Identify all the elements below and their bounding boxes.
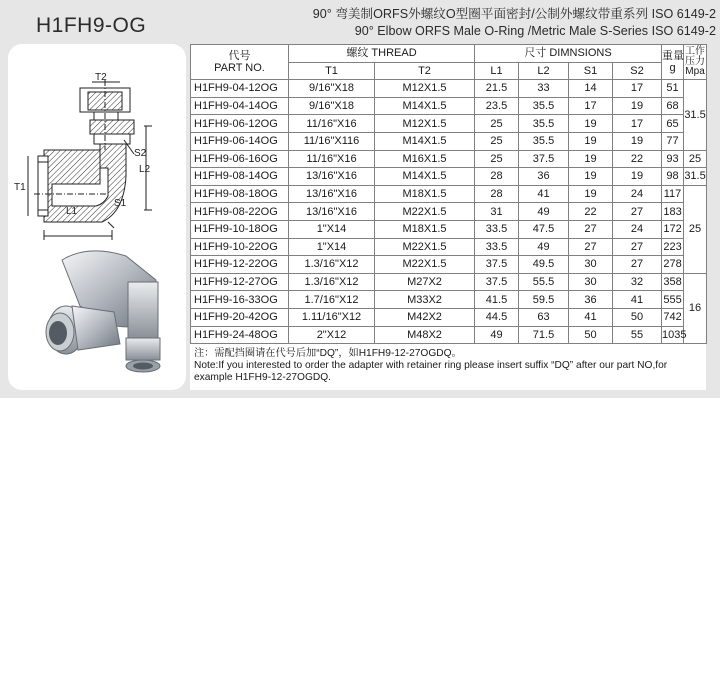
- cell-weight: 1035: [662, 326, 684, 344]
- cell-l2: 71.5: [519, 326, 569, 344]
- cell-s1: 22: [569, 203, 613, 221]
- cell-s1: 36: [569, 291, 613, 309]
- table-row: [191, 150, 707, 168]
- cell-weight: 68: [662, 97, 684, 115]
- cell-s2: 27: [613, 256, 662, 274]
- cell-weight: 51: [662, 80, 684, 98]
- cell-t1: 1.3/16"X12: [289, 256, 375, 274]
- header-t2: T2: [375, 62, 475, 80]
- cell-s1: 14: [569, 80, 613, 98]
- cell-s1: 19: [569, 168, 613, 186]
- cell-l1: 37.5: [475, 273, 519, 291]
- header-s2: S2: [613, 62, 662, 80]
- cell-weight: 183: [662, 203, 684, 221]
- spec-table-container: [190, 44, 706, 390]
- cell-s1: 17: [569, 97, 613, 115]
- cell-l2: 33: [519, 80, 569, 98]
- order-note: [190, 344, 706, 384]
- cell-part: H1FH9-06-14OG: [191, 132, 289, 150]
- cell-l2: 35.5: [519, 97, 569, 115]
- cell-s2: 55: [613, 326, 662, 344]
- cell-pressure: 16: [684, 273, 707, 343]
- table-row: [191, 238, 707, 256]
- cell-l2: 35.5: [519, 132, 569, 150]
- cell-t2: M16X1.5: [375, 150, 475, 168]
- model-title: H1FH9-OG: [36, 14, 147, 37]
- title-english: 90° Elbow ORFS Male O-Ring /Metric Male S-Series ISO 6149-2: [354, 24, 716, 38]
- header-l1: L1: [475, 62, 519, 80]
- cell-t2: M18X1.5: [375, 220, 475, 238]
- table-row: [191, 291, 707, 309]
- cell-l1: 33.5: [475, 220, 519, 238]
- table-row: [191, 97, 707, 115]
- label-s1: S1: [114, 198, 127, 209]
- cell-t1: 13/16"X16: [289, 185, 375, 203]
- cell-l1: 25: [475, 150, 519, 168]
- product-titles: [190, 6, 716, 40]
- cell-part: H1FH9-06-16OG: [191, 150, 289, 168]
- cell-l2: 49.5: [519, 256, 569, 274]
- header-s1: S1: [569, 62, 613, 80]
- cell-pressure: 31.5: [684, 168, 707, 186]
- table-row: [191, 115, 707, 133]
- cell-t1: 11/16"X116: [289, 132, 375, 150]
- cell-l2: 49: [519, 203, 569, 221]
- cell-weight: 358: [662, 273, 684, 291]
- cell-l2: 36: [519, 168, 569, 186]
- cell-part: H1FH9-20-42OG: [191, 308, 289, 326]
- cell-part: H1FH9-12-27OG: [191, 273, 289, 291]
- note-chinese: 注：需配挡圈请在代号后加“DQ”，如H1FH9-12-27OGDQ。: [194, 348, 462, 360]
- cell-t1: 1"X14: [289, 220, 375, 238]
- cell-s1: 30: [569, 273, 613, 291]
- cell-weight: 93: [662, 150, 684, 168]
- cell-l1: 28: [475, 168, 519, 186]
- cell-pressure: 31.5: [684, 80, 707, 150]
- cell-t1: 1.3/16"X12: [289, 273, 375, 291]
- image-panel: [8, 44, 186, 390]
- cell-part: H1FH9-04-14OG: [191, 97, 289, 115]
- cell-t1: 13/16"X16: [289, 168, 375, 186]
- table-row: [191, 80, 707, 98]
- cell-l1: 25: [475, 115, 519, 133]
- table-row: [191, 273, 707, 291]
- title-chinese: 90° 弯美制ORFS外螺纹O型圈平面密封/公制外螺纹带重系列 ISO 6149-2: [312, 7, 716, 21]
- header-part-no: 代号 PART NO.: [191, 45, 289, 80]
- cell-weight: 98: [662, 168, 684, 186]
- cell-part: H1FH9-16-33OG: [191, 291, 289, 309]
- note-english-line1: Note:If you interested to order the adapter with retainer ring please insert suffix “DQ” after our part NO,for: [194, 360, 668, 372]
- cell-weight: 77: [662, 132, 684, 150]
- cell-part: H1FH9-12-22OG: [191, 256, 289, 274]
- cell-t1: 1"X14: [289, 238, 375, 256]
- cell-s2: 50: [613, 308, 662, 326]
- spec-table-body: [191, 80, 707, 344]
- cell-s1: 19: [569, 115, 613, 133]
- cell-pressure: 25: [684, 185, 707, 273]
- cell-t1: 1.11/16"X12: [289, 308, 375, 326]
- cell-t1: 1.7/16"X12: [289, 291, 375, 309]
- header-l2: L2: [519, 62, 569, 80]
- cell-l2: 55.5: [519, 273, 569, 291]
- label-l1: L1: [66, 206, 78, 217]
- cell-t2: M18X1.5: [375, 185, 475, 203]
- cell-s2: 24: [613, 185, 662, 203]
- table-row: [191, 203, 707, 221]
- cell-s2: 22: [613, 150, 662, 168]
- label-t1: T1: [14, 182, 26, 193]
- cell-part: H1FH9-06-12OG: [191, 115, 289, 133]
- cell-l2: 63: [519, 308, 569, 326]
- cell-l1: 41.5: [475, 291, 519, 309]
- cell-l2: 37.5: [519, 150, 569, 168]
- cell-s1: 27: [569, 238, 613, 256]
- section-drawing: [28, 80, 152, 240]
- header-thread: 螺纹 THREAD: [289, 45, 475, 63]
- cell-weight: 742: [662, 308, 684, 326]
- cell-s2: 19: [613, 97, 662, 115]
- cell-l1: 37.5: [475, 256, 519, 274]
- cell-t2: M22X1.5: [375, 238, 475, 256]
- cell-weight: 172: [662, 220, 684, 238]
- cell-s1: 19: [569, 150, 613, 168]
- cell-weight: 117: [662, 185, 684, 203]
- cell-t1: 13/16"X16: [289, 203, 375, 221]
- cell-s2: 32: [613, 273, 662, 291]
- header-t1: T1: [289, 62, 375, 80]
- table-row: [191, 308, 707, 326]
- label-s2: S2: [134, 148, 147, 159]
- cell-t1: 11/16"X16: [289, 150, 375, 168]
- cell-l1: 49: [475, 326, 519, 344]
- cell-t2: M33X2: [375, 291, 475, 309]
- cell-t1: 2"X12: [289, 326, 375, 344]
- table-row: [191, 220, 707, 238]
- cell-l1: 28: [475, 185, 519, 203]
- cell-part: H1FH9-08-18OG: [191, 185, 289, 203]
- cell-t2: M42X2: [375, 308, 475, 326]
- cell-t2: M48X2: [375, 326, 475, 344]
- product-illustration: [46, 251, 160, 372]
- cell-s2: 41: [613, 291, 662, 309]
- cell-t2: M14X1.5: [375, 97, 475, 115]
- note-english-line2: example H1FH9-12-27OGDQ.: [194, 372, 332, 384]
- cell-s1: 50: [569, 326, 613, 344]
- cell-s2: 24: [613, 220, 662, 238]
- cell-part: H1FH9-24-48OG: [191, 326, 289, 344]
- table-row: [191, 256, 707, 274]
- cell-s1: 41: [569, 308, 613, 326]
- cell-l2: 49: [519, 238, 569, 256]
- cell-t2: M22X1.5: [375, 203, 475, 221]
- cell-l2: 47.5: [519, 220, 569, 238]
- cell-weight: 65: [662, 115, 684, 133]
- cell-s2: 27: [613, 203, 662, 221]
- table-row: [191, 326, 707, 344]
- cell-t1: 9/16"X18: [289, 97, 375, 115]
- cell-s2: 27: [613, 238, 662, 256]
- cell-t1: 9/16"X18: [289, 80, 375, 98]
- cell-t2: M12X1.5: [375, 115, 475, 133]
- cell-l2: 41: [519, 185, 569, 203]
- cell-part: H1FH9-10-18OG: [191, 220, 289, 238]
- cell-weight: 223: [662, 238, 684, 256]
- cell-s1: 19: [569, 132, 613, 150]
- table-row: [191, 185, 707, 203]
- header-dimensions: 尺寸 DIMNSIONS: [475, 45, 662, 63]
- table-row: [191, 168, 707, 186]
- cell-t2: M22X1.5: [375, 256, 475, 274]
- cell-l1: 25: [475, 132, 519, 150]
- table-row: [191, 132, 707, 150]
- cell-t2: M12X1.5: [375, 80, 475, 98]
- cell-s2: 17: [613, 115, 662, 133]
- label-t2: T2: [95, 72, 107, 83]
- cell-t2: M14X1.5: [375, 132, 475, 150]
- cell-t1: 11/16"X16: [289, 115, 375, 133]
- cell-l1: 33.5: [475, 238, 519, 256]
- technical-drawing: [8, 44, 186, 390]
- cell-l2: 35.5: [519, 115, 569, 133]
- label-l2: L2: [139, 164, 151, 175]
- cell-l1: 31: [475, 203, 519, 221]
- cell-part: H1FH9-10-22OG: [191, 238, 289, 256]
- cell-part: H1FH9-08-22OG: [191, 203, 289, 221]
- cell-weight: 278: [662, 256, 684, 274]
- cell-t2: M27X2: [375, 273, 475, 291]
- cell-part: H1FH9-04-12OG: [191, 80, 289, 98]
- cell-s1: 27: [569, 220, 613, 238]
- cell-t2: M14X1.5: [375, 168, 475, 186]
- cell-l1: 21.5: [475, 80, 519, 98]
- header-pressure: 工作 压力 Mpa: [684, 45, 707, 80]
- cell-part: H1FH9-08-14OG: [191, 168, 289, 186]
- cell-s2: 17: [613, 80, 662, 98]
- cell-l2: 59.5: [519, 291, 569, 309]
- cell-l1: 23.5: [475, 97, 519, 115]
- cell-l1: 44.5: [475, 308, 519, 326]
- cell-s1: 30: [569, 256, 613, 274]
- spec-table: [190, 44, 707, 344]
- cell-s2: 19: [613, 132, 662, 150]
- cell-pressure: 25: [684, 150, 707, 168]
- cell-s1: 19: [569, 185, 613, 203]
- cell-weight: 555: [662, 291, 684, 309]
- cell-s2: 19: [613, 168, 662, 186]
- header-weight: 重量 g: [662, 45, 684, 80]
